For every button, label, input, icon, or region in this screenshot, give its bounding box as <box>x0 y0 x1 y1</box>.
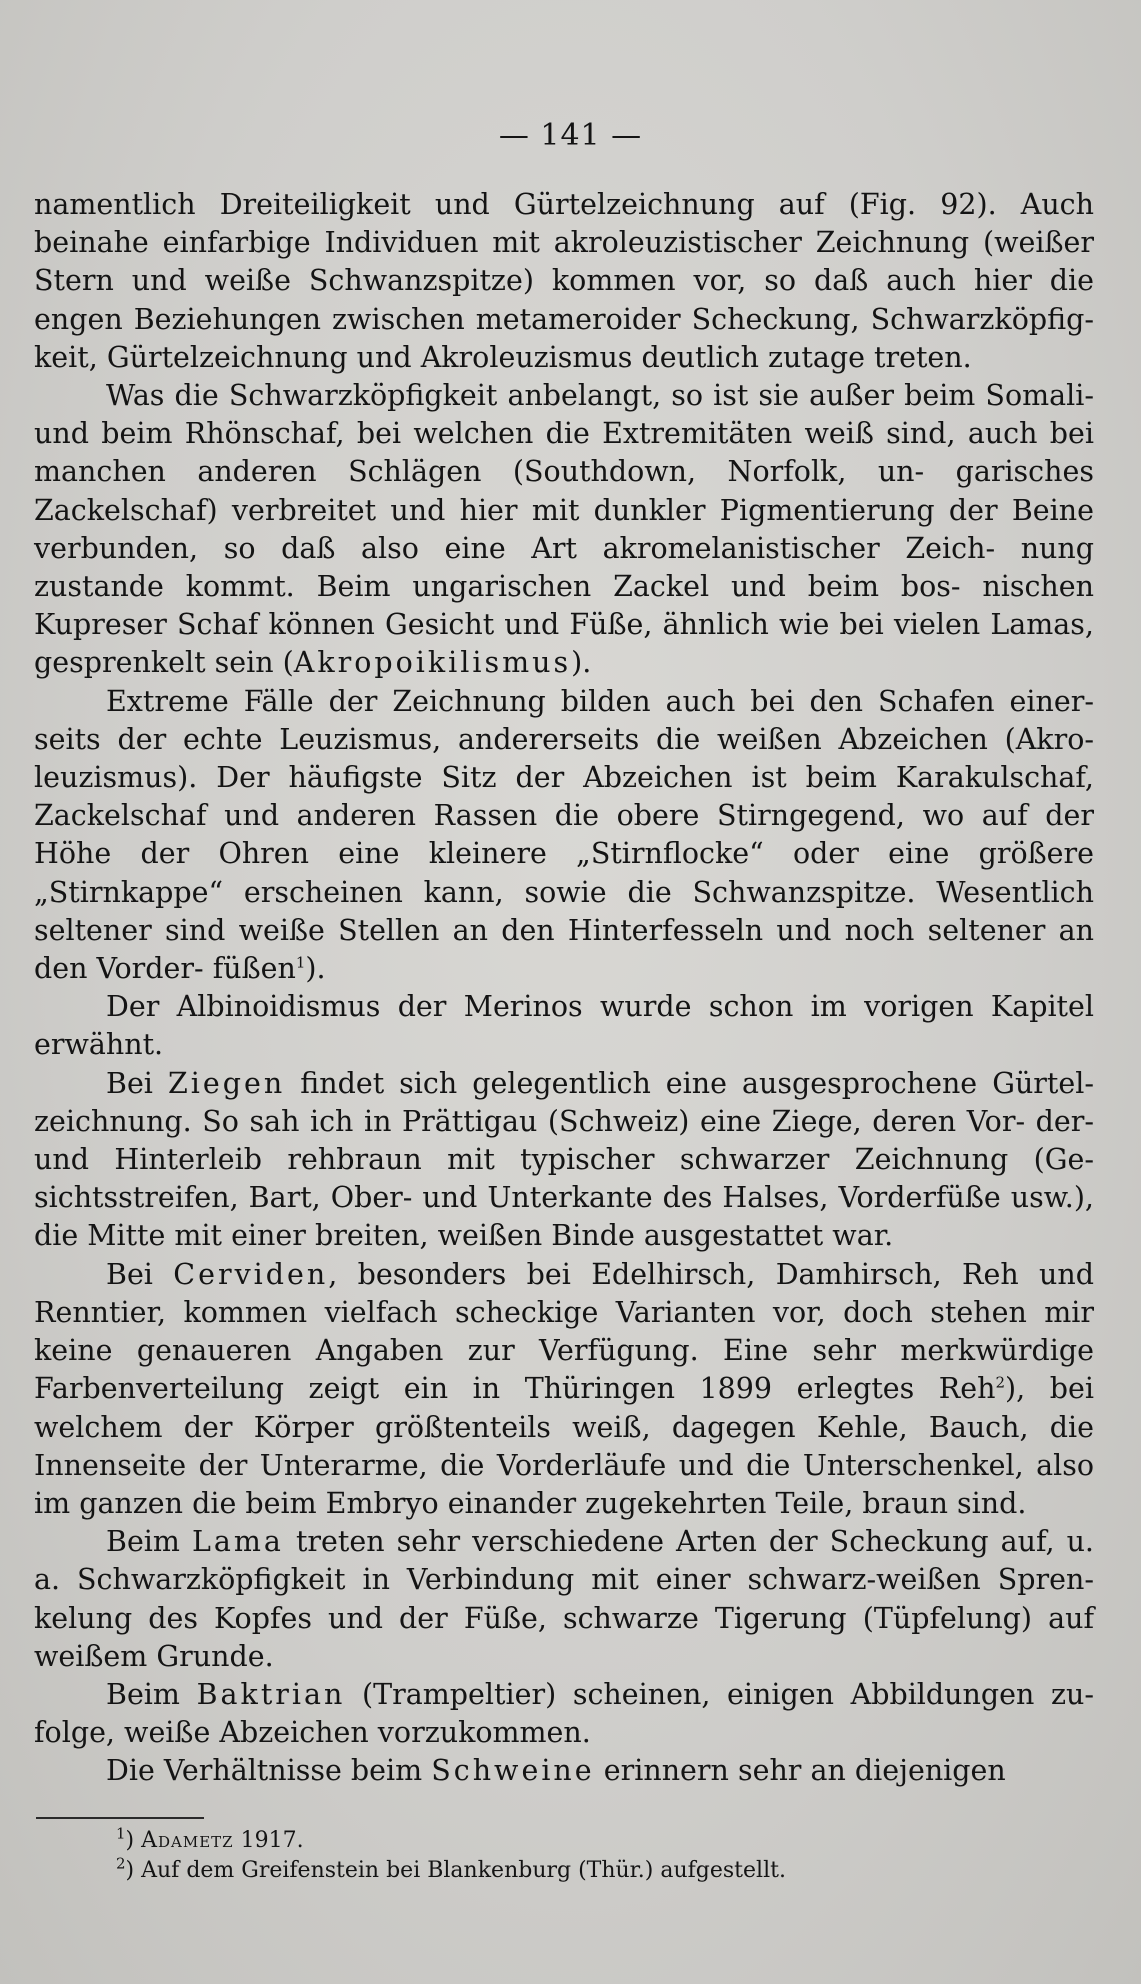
body-text <box>34 186 1094 1791</box>
paragraph-text: namentlich Dreiteiligkeit und Gürtelzeichnung auf (Fig. 92). Auch beinahe einfarbige Individuen mit akroleuzistischer Zeichnung (weißer Stern und weiße Schwanzspitze) kommen vor, so daß auch hier die engen Beziehungen zwischen metameroider Scheckung, Schwarzköpfig- keit, Gürtelzeichnung und Akroleuzismus deutlich zutage treten. <box>34 188 1094 374</box>
paragraph-text: Bei <box>106 1257 174 1291</box>
emphasized-term: Baktrian <box>196 1677 346 1711</box>
paragraph-text: Beim <box>106 1525 192 1559</box>
paragraph <box>34 988 1094 1064</box>
paragraph <box>34 1065 1094 1256</box>
paragraph-text: ). <box>571 646 592 680</box>
emphasized-term: Ziegen <box>167 1066 286 1100</box>
paragraph <box>34 377 1094 683</box>
paragraph <box>34 1523 1094 1676</box>
footnote-reference: 2 <box>995 1373 1006 1392</box>
footnote-text: ) Auf dem Greifenstein bei Blankenburg (Thür.) aufgestellt. <box>125 1858 786 1883</box>
footnote-mark: 1 <box>116 1824 126 1843</box>
paragraph-text: , besonders bei Edelhirsch, Damhirsch, Reh und Renntier, kommen vielfach scheckige Varianten vor, doch stehen mir keine genaueren Angaben zur Verfügung. Eine sehr merkwürdige Farbenverteilung zeigt ein in Thüringen 1899 erlegtes Reh <box>34 1257 1094 1406</box>
footnote-divider <box>36 1817 204 1819</box>
footnote-year: 1917. <box>233 1828 304 1853</box>
emphasized-term: Akropoikilismus <box>293 646 572 680</box>
paragraph <box>34 683 1094 989</box>
paragraph-text: Bei <box>106 1066 168 1100</box>
paragraph-text: Beim <box>106 1677 197 1711</box>
paragraph-text: treten sehr verschiedene Arten der Scheckung auf, u. a. Schwarzköpfigkeit in Verbindung mit einer schwarz-weißen Spren- kelung des Kopfes und der Füße, schwarze Tigerung (Tüpfelung) auf weißem Grunde. <box>34 1525 1094 1673</box>
paragraph-text: (Trampeltier) scheinen, einigen Abbildungen zu- folge, weiße Abzeichen vorzukommen. <box>34 1677 1094 1750</box>
paragraph-text: Was die Schwarzköpfigkeit anbelangt, so ist sie außer beim Somali- und beim Rhönschaf, bei welchen die Extremitäten weiß sind, auch bei manchen anderen Schlägen (Southdown, Norfolk, un- garisches Zackelschaf) verbreitet und hier mit dunkler Pigmentierung der Beine verbunden, so daß also eine Art akromelanistischer Zeich- nung zustande kommt. Beim ungarischen Zackel und beim bos- nischen Kupreser Schaf können Gesicht und Füße, ähnlich wie bei vielen Lamas, gesprenkelt sein ( <box>34 379 1094 680</box>
paragraph-text: Extreme Fälle der Zeichnung bilden auch bei den Schafen einer- seits der echte Leuzismus, andererseits die weißen Abzeichen (Akro- leuzismus). Der häufigste Sitz der Abzeichen ist beim Karakulschaf, Zackelschaf und anderen Rassen die obere Stirngegend, wo auf der Höhe der Ohren eine kleinere „Stirnflocke“ oder eine größere „Stirnkappe“ erscheinen kann, sowie die Schwanzspitze. Wesentlich seltener sind weiße Stellen an den Hinterfesseln und noch seltener an den Vorder- füßen <box>34 684 1094 986</box>
footnote <box>116 1826 1076 1856</box>
paragraph-text: Der Albinoidismus der Merinos wurde schon im vorigen Kapitel erwähnt. <box>34 990 1094 1062</box>
footnotes <box>116 1826 1076 1886</box>
paragraph-text: ). <box>305 952 326 986</box>
footnote-reference: 1 <box>295 953 306 972</box>
paragraph-text: ), bei welchem der Körper größtenteils weiß, dagegen Kehle, Bauch, die Innenseite der Unterarme, die Vorderläufe und die Unterschenkel, also im ganzen die beim Embryo einander zugekehrten Teile, braun sind. <box>34 1372 1094 1520</box>
paragraph <box>34 1752 1094 1790</box>
paragraph-text: findet sich gelegentlich eine ausgesprochene Gürtel- zeichnung. So sah ich in Prättigau (Schweiz) eine Ziege, deren Vor- der- und Hinterleib rehbraun mit typischer schwarzer Zeichnung (Ge- sichtsstreifen, Bart, Ober- und Unterkante des Halses, Vorderfüße usw.), die Mitte mit einer breiten, weißen Binde ausgestattet war. <box>34 1066 1094 1253</box>
paragraph-text: Die Verhältnisse beim <box>106 1754 432 1788</box>
emphasized-term: Schweine <box>431 1754 595 1788</box>
footnote <box>116 1856 1076 1886</box>
paragraph <box>34 186 1094 377</box>
page-number-header: — 141 — <box>498 118 643 153</box>
emphasized-term: Cerviden <box>173 1257 329 1291</box>
paragraph-text: erinnern sehr an diejenigen <box>594 1754 1006 1788</box>
emphasized-term: Lama <box>191 1525 284 1559</box>
footnote-text: ) <box>125 1828 142 1853</box>
footnote-mark: 2 <box>116 1854 126 1873</box>
footnote-author: Adametz <box>141 1828 234 1853</box>
paragraph <box>34 1256 1094 1523</box>
paragraph <box>34 1676 1094 1752</box>
